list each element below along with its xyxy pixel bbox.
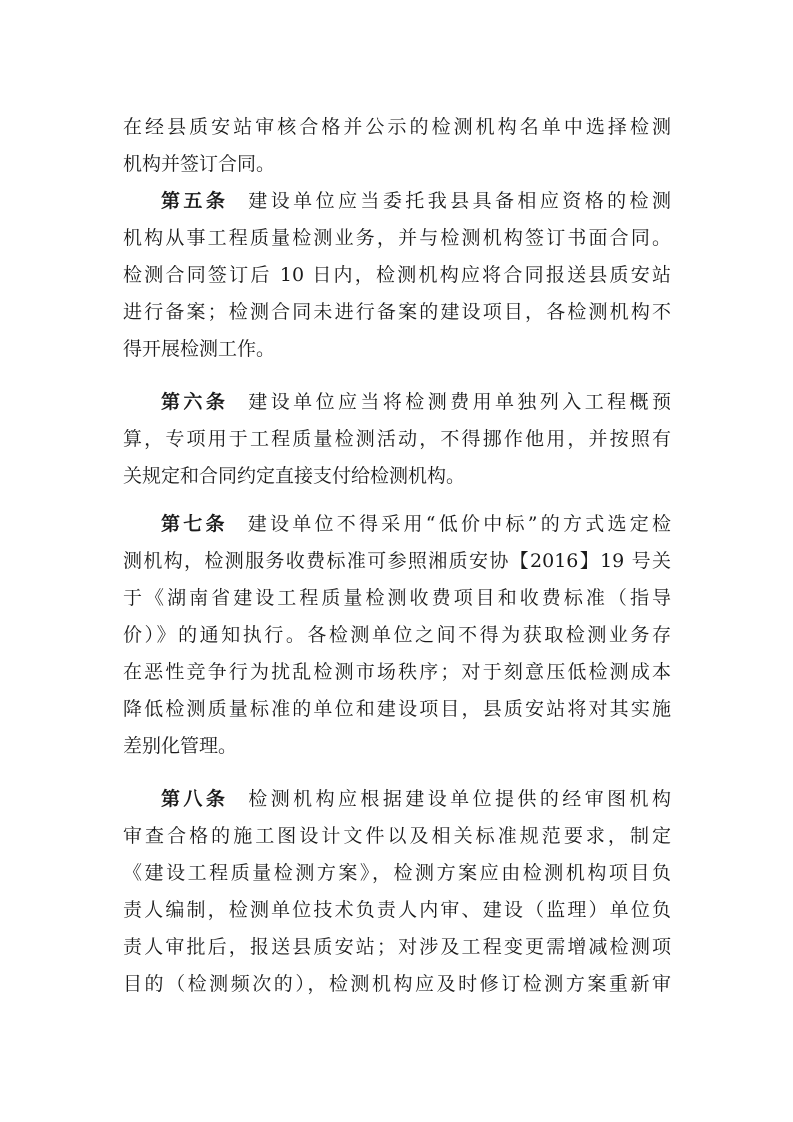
text-line-12: 测机构，检测服务收费标准可参照湘质安协【2016】19 号关	[123, 550, 671, 572]
text-line-2: 机构并签订合同。	[123, 153, 276, 175]
text-line-9: 算，专项用于工程质量检测活动，不得挪作他用，并按照有	[123, 428, 671, 450]
text-line-21: 责人编制，检测单位技术负责人内审、建设（监理）单位负	[123, 899, 671, 921]
text-line-1: 在经县质安站审核合格并公示的检测机构名单中选择检测	[123, 116, 671, 138]
article-label: 第六条	[161, 391, 229, 413]
article-5-line-1	[161, 184, 671, 218]
text-line-19: 审查合格的施工图设计文件以及相关标准规范要求，制定	[123, 825, 671, 847]
text-line-5: 检测合同签订后 10 日内，检测机构应将合同报送县质安站	[123, 264, 671, 286]
text-line-15: 在恶性竞争行为扰乱检测市场秩序；对于刻意压低检测成本	[123, 661, 671, 683]
text-line-14: 价）》的通知执行。各检测单位之间不得为获取检测业务存	[123, 624, 671, 646]
text-line-23: 目的（检测频次的），检测机构应及时修订检测方案重新审	[123, 973, 671, 995]
text-line-10: 关规定和合同约定直接支付给检测机构。	[123, 465, 466, 487]
text-line-6: 进行备案；检测合同未进行备案的建设项目，各检测机构不	[123, 301, 671, 323]
text-line-16: 降低检测质量标准的单位和建设项目，县质安站将对其实施	[123, 698, 671, 720]
text-line-22: 责人审批后，报送县质安站；对涉及工程变更需增减检测项	[123, 936, 671, 958]
article-text: 建设单位应当委托我县具备相应资格的检测	[248, 190, 671, 212]
article-label: 第五条	[161, 190, 229, 212]
article-8-line-1	[161, 782, 671, 816]
text-line-7: 得开展检测工作。	[123, 338, 276, 360]
article-text: 建设单位不得采用“低价中标”的方式选定检	[247, 513, 671, 535]
text-line-13: 于《湖南省建设工程质量检测收费项目和收费标准（指导	[123, 587, 671, 609]
article-text: 建设单位应当将检测费用单独列入工程概预	[248, 391, 671, 413]
text-line-17: 差别化管理。	[123, 735, 238, 757]
article-label: 第八条	[161, 788, 229, 810]
text-line-4: 机构从事工程质量检测业务，并与检测机构签订书面合同。	[123, 227, 671, 249]
article-6-line-1	[161, 385, 671, 419]
article-text: 检测机构应根据建设单位提供的经审图机构	[248, 788, 671, 810]
article-label: 第七条	[161, 513, 228, 535]
article-7-line-1	[161, 507, 671, 541]
text-line-20: 《建设工程质量检测方案》，检测方案应由检测机构项目负	[123, 862, 671, 884]
